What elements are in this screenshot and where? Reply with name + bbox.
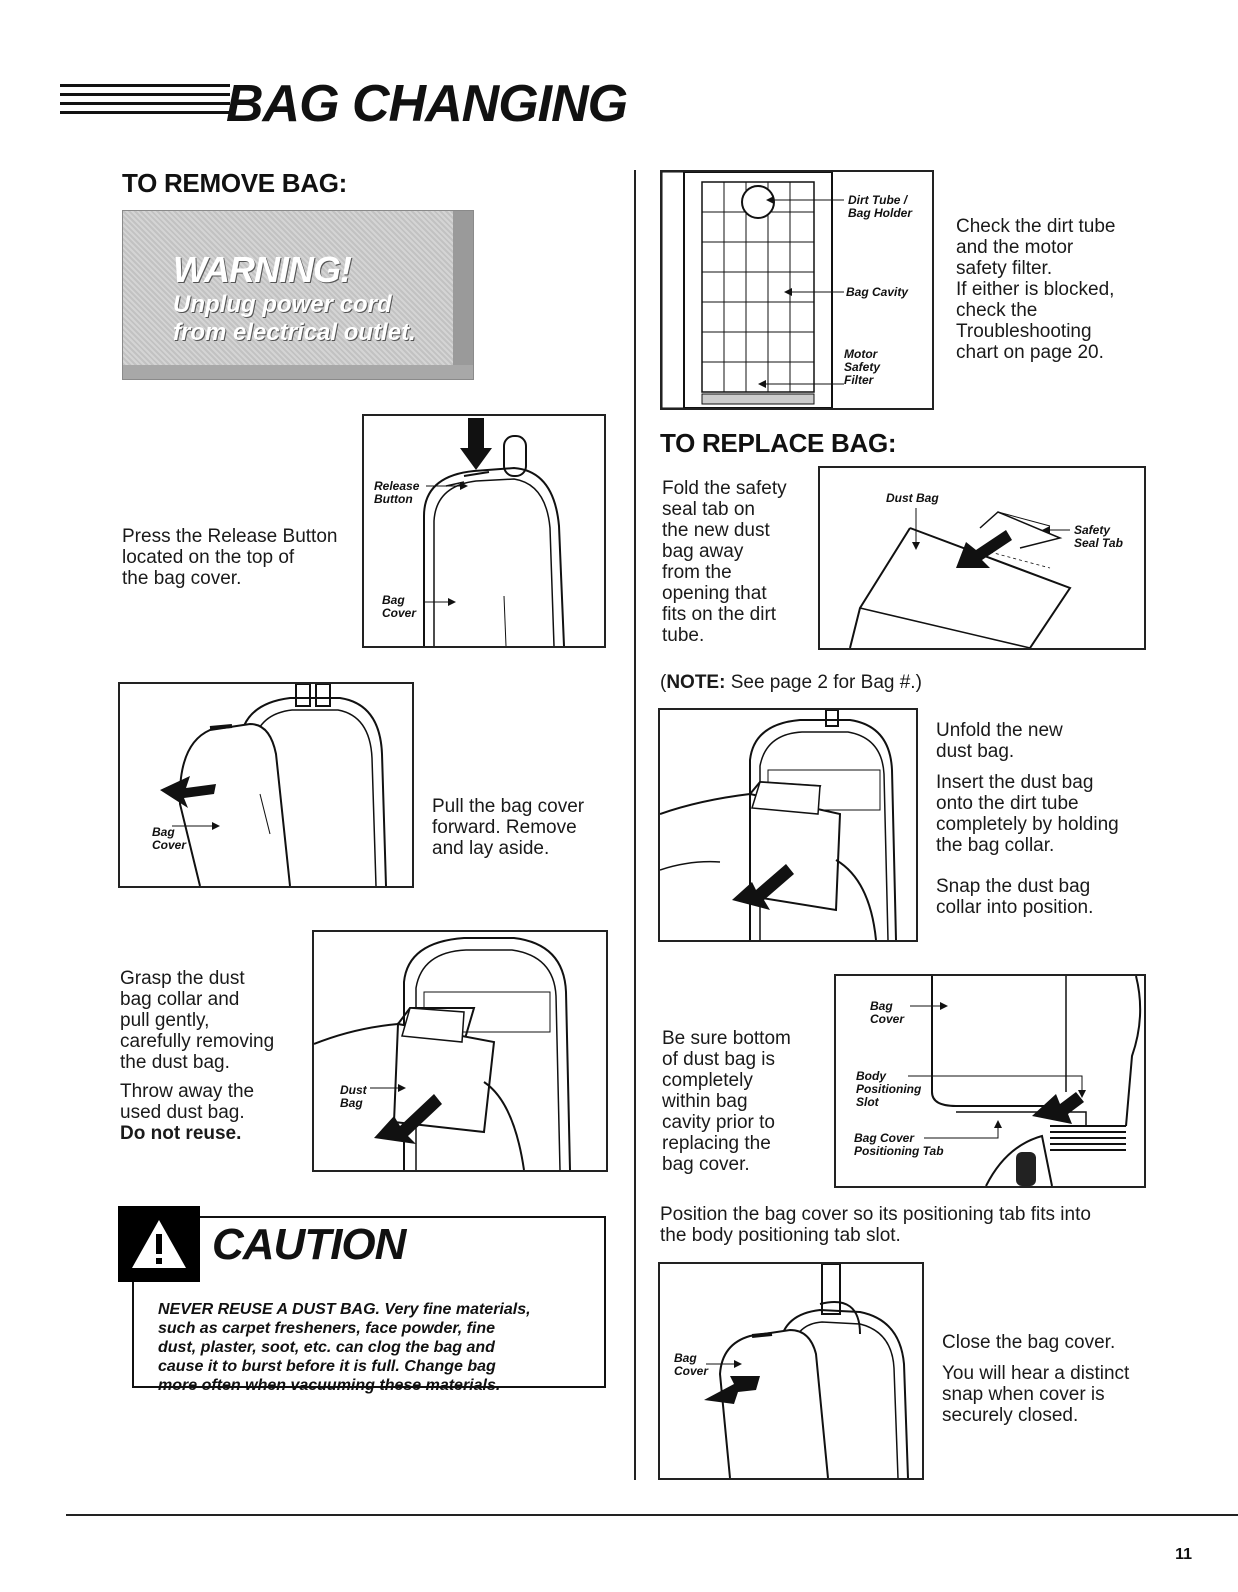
column-divider [634, 170, 636, 1480]
safety-seal-tab-callout: Safety Seal Tab [1074, 523, 1123, 550]
page-number: 11 [1175, 1546, 1192, 1563]
seal-tab-figure [818, 466, 1146, 650]
warning-text: Unplug power cord from electrical outlet. [173, 291, 416, 346]
release-button-callout: Release Button [374, 479, 420, 506]
bag-cover-callout: Bag Cover [870, 999, 905, 1026]
motor-safety-filter-callout: Motor Safety Filter [844, 347, 881, 387]
remove-dust-bag-figure [312, 930, 608, 1172]
inspect-text: Check the dirt tube and the motor safety filter. If either is blocked, check the Troubleshooting chart on page 20. [956, 216, 1116, 363]
pull-cover-illustration [120, 684, 412, 886]
insert-dust-bag-illustration [660, 710, 916, 940]
bag-cover-callout: Bag Cover [152, 825, 187, 852]
bag-cover-callout: Bag Cover [674, 1351, 709, 1378]
dust-bag-callout: Dust Bag [886, 491, 939, 505]
warning-bevel [453, 211, 473, 379]
remove-bag-heading: TO REMOVE BAG: [122, 168, 348, 198]
insert-dust-bag-figure [658, 708, 918, 942]
caution-text: NEVER REUSE A DUST BAG. Very fine materials, such as carpet fresheners, face powder, fine dust, plaster, soot, etc. can clog the bag and cause it to burst before it is full. Change bag more often when vacuuming these materials. [158, 1301, 531, 1394]
bag-number-note: (NOTE: See page 2 for Bag #.) [660, 672, 922, 693]
bag-cover-callout: Bag Cover [382, 593, 417, 620]
positioning-tab-figure [834, 974, 1146, 1188]
release-button-figure [362, 414, 606, 648]
remove-step2-text: Pull the bag cover forward. Remove and lay aside. [432, 796, 585, 859]
warning-triangle-icon [118, 1206, 200, 1282]
remove-step3-text: Grasp the dust bag collar and pull gently, carefully removing the dust bag. Throw away the used dust bag. Do not reuse. [120, 968, 310, 1144]
dust-bag-callout: Dust Bag [340, 1083, 367, 1110]
remove-step1-text: Press the Release Button located on the top of the bag cover. [122, 526, 338, 589]
warning-title: WARNING! [173, 249, 351, 290]
pull-cover-figure [118, 682, 414, 888]
bag-cavity-figure [660, 170, 934, 410]
do-not-reuse-text: Do not reuse. [120, 1123, 242, 1144]
replace-bag-heading: TO REPLACE BAG: [660, 428, 897, 458]
replace-step2-text: Unfold the new dust bag. Insert the dust bag onto the dirt tube completely by holding the bag collar. Snap the dust bag collar into position. [936, 720, 1119, 918]
warning-box [122, 210, 474, 380]
caution-badge [118, 1206, 200, 1282]
dirt-tube-callout: Dirt Tube / Bag Holder [848, 193, 913, 220]
seal-tab-illustration [820, 468, 1144, 648]
title-decoration-lines [60, 84, 230, 114]
remove-dust-bag-illustration [314, 932, 606, 1170]
bag-cavity-callout: Bag Cavity [846, 285, 909, 299]
warning-bevel-bottom [123, 365, 473, 379]
page-title: BAG CHANGING [226, 75, 628, 133]
replace-step4-text: Close the bag cover. You will hear a distinct snap when cover is securely closed. [942, 1332, 1130, 1426]
caution-title: CAUTION [212, 1220, 406, 1269]
body-positioning-slot-callout: Body Positioning Slot [856, 1069, 922, 1109]
replace-step1-text: Fold the safety seal tab on the new dust bag away from the opening that fits on the dirt tube. [662, 478, 787, 646]
close-cover-figure [658, 1262, 924, 1480]
replace-step3-text: Be sure bottom of dust bag is completely within bag cavity prior to replacing the bag cover. [662, 1028, 791, 1175]
positioning-text: Position the bag cover so its positioning tab fits into the body positioning tab slot. [660, 1204, 1091, 1246]
footer-rule [66, 1514, 1238, 1516]
bag-cover-positioning-tab-callout: Bag Cover Positioning Tab [854, 1131, 944, 1158]
